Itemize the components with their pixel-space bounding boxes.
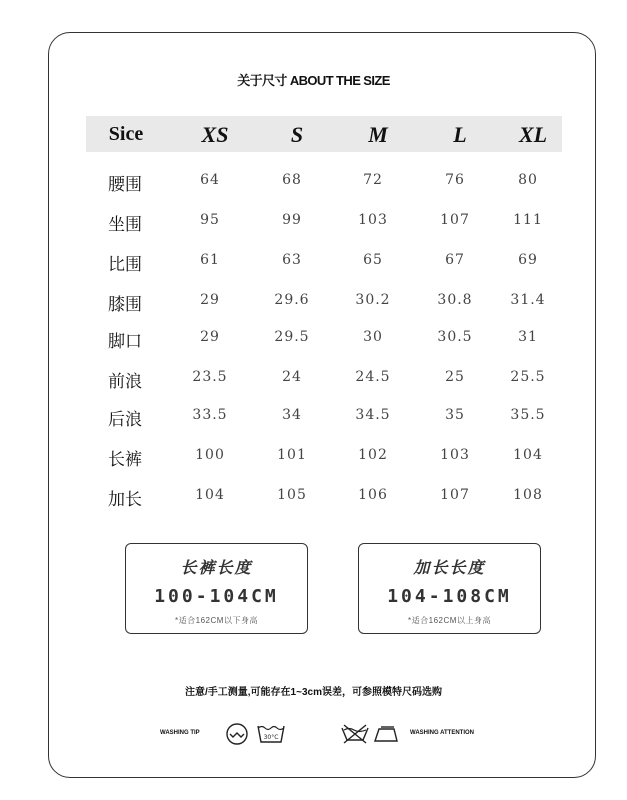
- table-cell: 72: [363, 172, 383, 188]
- header-size-label: Sice: [108, 123, 144, 145]
- wash-30-icon: [256, 722, 286, 746]
- table-cell: 99: [282, 212, 302, 228]
- table-row: [0, 405, 627, 429]
- header-size-s: S: [290, 122, 304, 147]
- table-row: [0, 367, 627, 391]
- table-cell: 80: [518, 172, 538, 188]
- table-cell: 23.5: [192, 369, 228, 385]
- table-row: [0, 327, 627, 351]
- wash-temp-text: 30°C: [263, 734, 279, 741]
- header-size-m: M: [368, 122, 388, 147]
- table-cell: 101: [277, 447, 307, 463]
- table-cell: 76: [445, 172, 465, 188]
- box-note: *适合162CM以上身高: [408, 616, 491, 625]
- table-cell: 29: [200, 292, 220, 308]
- table-row: [0, 170, 627, 194]
- row-label: 腰围: [108, 175, 142, 195]
- box-title: 加长长度: [413, 558, 486, 577]
- table-cell: 63: [282, 252, 302, 268]
- row-label: 后浪: [108, 410, 142, 430]
- table-cell: 69: [518, 252, 538, 268]
- table-cell: 30.5: [437, 329, 473, 345]
- table-row: [0, 210, 627, 234]
- table-cell: 107: [440, 487, 470, 503]
- measurement-note: 注意/手工测量,可能存在1~3cm误差，可参照模特尺码选购: [185, 687, 442, 698]
- table-cell: 68: [282, 172, 302, 188]
- table-cell: 25: [445, 369, 465, 385]
- row-label: 长裤: [108, 450, 142, 470]
- table-cell: 31: [518, 329, 538, 345]
- table-cell: 103: [440, 447, 470, 463]
- table-cell: 30: [363, 329, 383, 345]
- gentle-wash-icon: [224, 722, 250, 746]
- table-cell: 34: [282, 407, 302, 423]
- table-cell: 104: [195, 487, 225, 503]
- row-label: 脚口: [108, 332, 142, 352]
- table-cell: 61: [200, 252, 220, 268]
- box-value: 104-108CM: [387, 586, 512, 607]
- table-cell: 29.5: [274, 329, 310, 345]
- row-label: 坐围: [108, 215, 142, 235]
- table-cell: 104: [513, 447, 543, 463]
- table-cell: 25.5: [510, 369, 546, 385]
- extended-length-box: [358, 543, 541, 634]
- table-cell: 107: [440, 212, 470, 228]
- box-title: 长裤长度: [180, 558, 253, 577]
- table-cell: 100: [195, 447, 225, 463]
- table-cell: 33.5: [192, 407, 228, 423]
- table-row: [0, 485, 627, 509]
- header-size-xl: XL: [518, 122, 548, 147]
- no-bleach-icon: [340, 722, 370, 746]
- page-title: 关于尺寸 ABOUT THE SIZE: [237, 73, 390, 88]
- table-cell: 95: [200, 212, 220, 228]
- iron-icon: [372, 724, 400, 744]
- table-cell: 106: [358, 487, 388, 503]
- row-label: 加长: [108, 490, 142, 510]
- table-cell: 102: [358, 447, 388, 463]
- table-cell: 35: [445, 407, 465, 423]
- row-label: 前浪: [108, 372, 142, 392]
- table-cell: 30.8: [437, 292, 473, 308]
- table-cell: 35.5: [510, 407, 546, 423]
- table-row: [0, 290, 627, 314]
- table-cell: 24: [282, 369, 302, 385]
- box-value: 100-104CM: [154, 586, 279, 607]
- table-cell: 108: [513, 487, 543, 503]
- box-note: *适合162CM以下身高: [175, 616, 258, 625]
- row-label: 膝围: [108, 295, 142, 315]
- washing-tip-label: WASHING TIP: [160, 730, 200, 736]
- header-size-l: L: [453, 122, 467, 147]
- table-row: [0, 250, 627, 274]
- table-row: [0, 445, 627, 469]
- washing-attention-label: WASHING ATTENTION: [410, 730, 474, 736]
- table-cell: 64: [200, 172, 220, 188]
- table-cell: 105: [277, 487, 307, 503]
- table-cell: 29: [200, 329, 220, 345]
- table-cell: 34.5: [355, 407, 391, 423]
- table-cell: 111: [513, 212, 543, 228]
- standard-length-box: [125, 543, 308, 634]
- table-cell: 103: [358, 212, 388, 228]
- table-cell: 30.2: [355, 292, 391, 308]
- table-cell: 31.4: [510, 292, 546, 308]
- header-size-xs: XS: [201, 122, 229, 147]
- row-label: 比围: [108, 255, 142, 275]
- table-cell: 65: [363, 252, 383, 268]
- table-cell: 24.5: [355, 369, 391, 385]
- table-cell: 29.6: [274, 292, 310, 308]
- table-cell: 67: [445, 252, 465, 268]
